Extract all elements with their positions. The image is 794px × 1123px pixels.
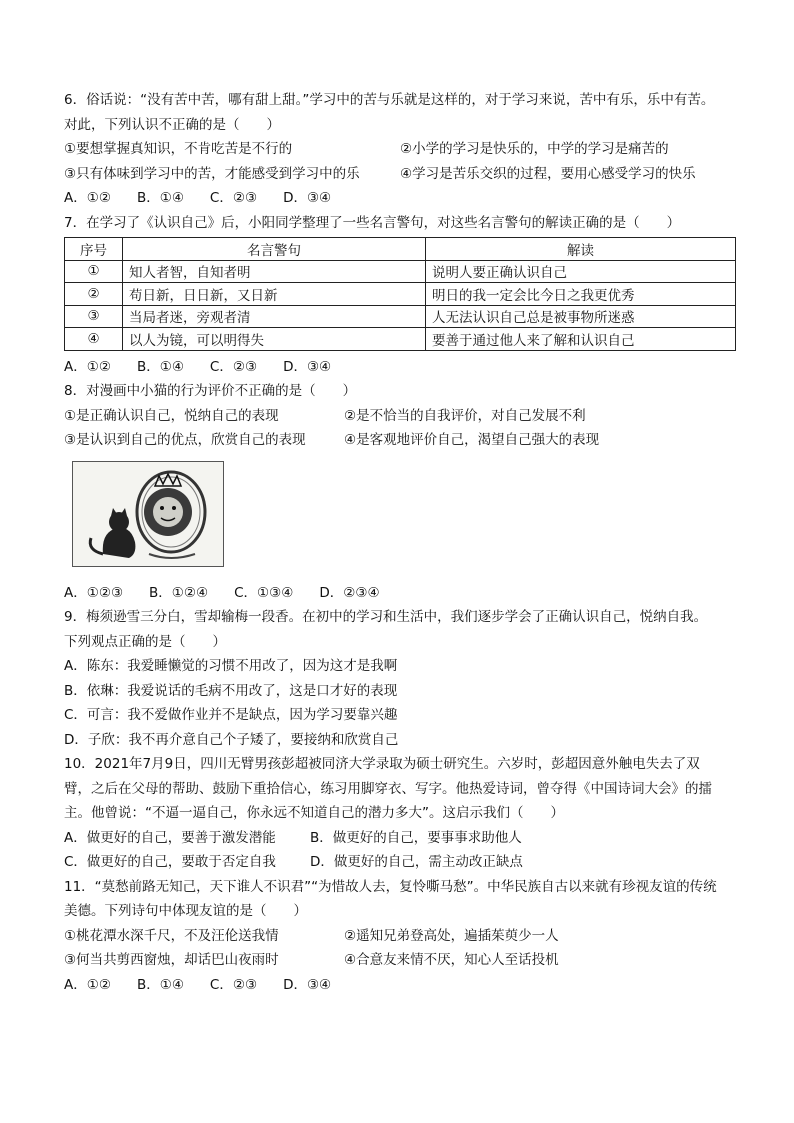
question-8-item-3: ③是认识到自己的优点，欣赏自己的表现 xyxy=(64,432,306,448)
question-7-stem: 7．在学习了《认识自己》后，小阳同学整理了一些名言警句，对这些名言警句的解读正确的是（ ） xyxy=(64,214,681,231)
question-7-option-b: B．①④ xyxy=(136,358,184,375)
table-cell-interpretation: 说明人要正确认识自己 xyxy=(426,260,736,283)
question-9-option-d: D．子欣：我不再介意自己个子矮了，要接纳和欣赏自己 xyxy=(64,731,399,748)
question-9-option-c: C．可言：我不爱做作业并不是缺点，因为学习要靠兴趣 xyxy=(64,707,398,723)
question-6-item-2: ②小学的学习是快乐的，中学的学习是痛苦的 xyxy=(400,141,669,157)
question-11-item-2: ②遥知兄弟登高处，遍插茱萸少一人 xyxy=(344,927,559,944)
question-11-stem-line1: 11．“莫愁前路无知己，天下谁人不识君”“为惜故人去，复怜嘶马愁”。中华民族自古以来就有珍视友谊的传统 xyxy=(64,878,717,895)
table-cell-quote: 知人者智，自知者明 xyxy=(123,260,426,283)
question-9-option-b: B．依琳：我爱说话的毛病不用改了，这是口才好的表现 xyxy=(64,682,398,699)
question-6-option-c: C．②③ xyxy=(209,190,258,206)
table-cell-quote: 当局者迷，旁观者清 xyxy=(123,305,426,328)
question-10-stem-line2: 臂，之后在父母的帮助、鼓励下重拾信心，练习用脚穿衣、写字。他热爱诗词，曾夺得《中国诗词大会》的擂 xyxy=(64,780,712,797)
quotes-table xyxy=(64,237,736,351)
question-7-option-c: C．②③ xyxy=(209,358,258,375)
question-11 xyxy=(64,875,736,998)
table-header-interpretation: 解读 xyxy=(426,238,736,261)
question-10-option-b: B．做更好的自己，要事事求助他人 xyxy=(310,829,522,846)
question-10-option-d: D．做更好的自己，需主动改正缺点 xyxy=(310,854,523,870)
question-8-item-2: ②是不恰当的自我评价，对自己发展不利 xyxy=(344,407,586,424)
cat-lion-cartoon xyxy=(72,461,224,567)
exam-page xyxy=(64,88,736,997)
question-9 xyxy=(64,605,736,752)
question-11-item-3: ③何当共剪西窗烛，却话巴山夜雨时 xyxy=(64,952,279,968)
question-6-stem-line2: 对此，下列认识不正确的是（ ） xyxy=(64,116,280,133)
question-6-option-d: D．③④ xyxy=(283,190,332,206)
question-8-option-b: B．①②④ xyxy=(149,584,209,601)
question-11-item-4: ④合意友来情不厌，知心人至话投机 xyxy=(344,952,559,968)
question-7-option-d: D．③④ xyxy=(283,358,332,375)
question-11-stem-line2: 美德。下列诗句中体现友谊的是（ ） xyxy=(64,903,307,919)
question-9-option-a: A．陈东：我爱睡懒觉的习惯不用改了，因为这才是我啊 xyxy=(64,658,398,674)
table-header-quote: 名言警句 xyxy=(123,238,426,261)
table-header-row xyxy=(65,238,736,261)
table-cell-number: ① xyxy=(65,260,123,283)
question-10-option-c: C．做更好的自己，要敢于否定自我 xyxy=(64,854,276,870)
table-row xyxy=(65,328,736,351)
table-row xyxy=(65,283,736,306)
question-10 xyxy=(64,752,736,875)
question-6-option-a: A．①② xyxy=(64,190,111,206)
question-8-stem: 8．对漫画中小猫的行为评价不正确的是（ ） xyxy=(64,383,357,399)
question-11-option-c: C．②③ xyxy=(209,976,258,993)
question-6-item-4: ④学习是苦乐交织的过程，要用心感受学习的快乐 xyxy=(400,165,696,182)
question-6-item-1: ①要想掌握真知识，不肯吃苦是不行的 xyxy=(64,141,293,157)
question-8-item-4: ④是客观地评价自己，渴望自己强大的表现 xyxy=(344,432,600,448)
table-cell-quote: 苟日新，日日新，又日新 xyxy=(123,283,426,306)
question-11-option-d: D．③④ xyxy=(283,976,332,993)
question-11-item-1: ①桃花潭水深千尺，不及汪伦送我情 xyxy=(64,927,279,944)
table-cell-interpretation: 人无法认识自己总是被事物所迷惑 xyxy=(426,305,736,328)
table-row xyxy=(65,260,736,283)
question-6-item-3: ③只有体味到学习中的苦，才能感受到学习中的乐 xyxy=(64,165,360,182)
question-8 xyxy=(64,379,736,605)
table-cell-number: ② xyxy=(65,283,123,306)
question-11-option-a: A．①② xyxy=(64,976,111,993)
question-10-stem-line3: 主。他曾说：“不逼一逼自己，你永远不知道自己的潜力多大”。这启示我们（ ） xyxy=(64,805,564,821)
question-8-option-c: C．①③④ xyxy=(234,584,294,601)
question-10-stem-line1: 10．2021年7月9日，四川无臂男孩彭超被同济大学录取为硕士研究生。六岁时，彭超因意外触电失去了双 xyxy=(64,756,700,772)
question-7 xyxy=(64,211,736,380)
table-row xyxy=(65,305,736,328)
question-6 xyxy=(64,88,736,211)
question-8-option-d: D．②③④ xyxy=(319,584,380,601)
question-6-stem-line1: 6．俗话说：“没有苦中苦，哪有甜上甜。”学习中的苦与乐就是这样的，对于学习来说，苦中有乐，乐中有苦。 xyxy=(64,92,715,108)
question-9-stem-line2: 下列观点正确的是（ ） xyxy=(64,633,226,650)
table-cell-number: ③ xyxy=(65,305,123,328)
question-11-option-b: B．①④ xyxy=(136,976,184,993)
question-10-option-a: A．做更好的自己，要善于激发潜能 xyxy=(64,829,276,846)
question-6-option-b: B．①④ xyxy=(136,190,184,206)
table-cell-number: ④ xyxy=(65,328,123,351)
question-7-option-a: A．①② xyxy=(64,358,111,375)
question-8-option-a: A．①②③ xyxy=(64,584,124,601)
table-cell-interpretation: 明日的我一定会比今日之我更优秀 xyxy=(426,283,736,306)
table-cell-interpretation: 要善于通过他人来了解和认识自己 xyxy=(426,328,736,351)
table-header-number: 序号 xyxy=(65,238,123,261)
table-cell-quote: 以人为镜，可以明得失 xyxy=(123,328,426,351)
question-8-item-1: ①是正确认识自己，悦纳自己的表现 xyxy=(64,407,279,424)
question-9-stem-line1: 9．梅须逊雪三分白，雪却输梅一段香。在初中的学习和生活中，我们逐步学会了正确认识自己，悦纳自我。 xyxy=(64,609,708,625)
